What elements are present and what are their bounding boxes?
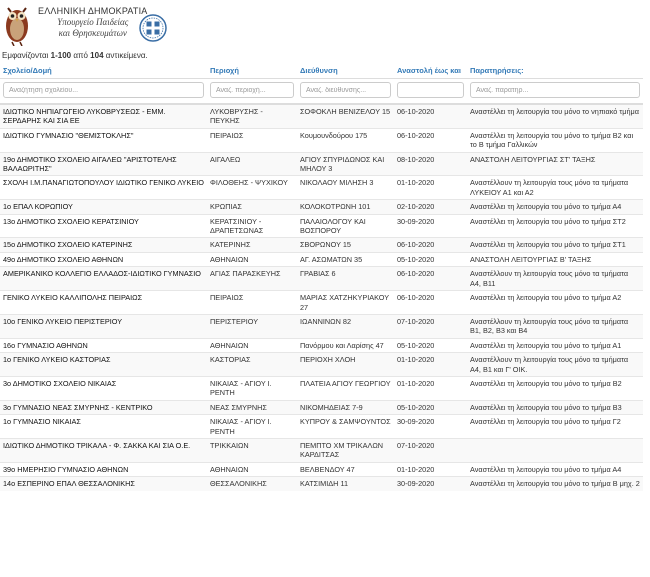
notes-cell: Αναστέλλει τη λειτουργία του μόνο το τμήμα Α1 [467, 338, 643, 352]
filter-cell [467, 79, 643, 105]
suspension-date-cell: 30-09-2020 [394, 214, 467, 238]
notes-cell: Αναστέλλει τη λειτουργία του μόνο το τμήμα Α4 [467, 462, 643, 476]
notes-cell: Αναστέλλει τη λειτουργία του μόνο το τμήμα ΣΤ1 [467, 238, 643, 252]
area-cell: ΘΕΣΣΑΛΟΝΙΚΗΣ [207, 477, 297, 491]
suspension-date-cell: 01-10-2020 [394, 462, 467, 476]
table-row [0, 176, 643, 200]
table-row [0, 338, 643, 352]
area-cell: ΦΙΛΟΘΕΗΣ - ΨΥΧΙΚΟΥ [207, 176, 297, 200]
notes-cell: Αναστέλλει τη λειτουργία του μόνο το τμήμα Α4 [467, 200, 643, 214]
owl-logo-icon [2, 2, 32, 46]
summary-middle: από [71, 51, 91, 60]
table-row [0, 214, 643, 238]
table-row [0, 314, 643, 338]
address-cell: ΒΕΛΒΕΝΔΟΥ 47 [297, 462, 394, 476]
table-row [0, 376, 643, 400]
notes-search-input[interactable] [470, 82, 640, 98]
suspension-date-cell: 05-10-2020 [394, 338, 467, 352]
table-row [0, 252, 643, 266]
address-cell: ΑΓΙΟΥ ΣΠΥΡΙΔΩΝΟΣ ΚΑΙ ΜΗΛΟΥ 3 [297, 152, 394, 176]
area-cell: ΝΙΚΑΙΑΣ - ΑΓΙΟΥ Ι. ΡΕΝΤΗ [207, 415, 297, 439]
area-cell: ΠΕΙΡΑΙΩΣ [207, 291, 297, 315]
column-header-school[interactable]: Σχολείο/Δομή [0, 62, 207, 79]
summary-range: 1-100 [50, 51, 72, 60]
table-row [0, 353, 643, 377]
area-cell: ΑΘΗΝΑΙΩΝ [207, 338, 297, 352]
school-cell: 15ο ΔΗΜΟΤΙΚΟ ΣΧΟΛΕΙΟ ΚΑΤΕΡΙΝΗΣ [0, 238, 207, 252]
school-cell: ΙΔΙΩΤΙΚΟ ΓΥΜΝΑΣΙΟ "ΘΕΜΙΣΤΟΚΛΗΣ" [0, 128, 207, 152]
table-row [0, 291, 643, 315]
notes-cell: Αναστέλλουν τη λειτουργία τους μόνο τα τμήματα ΛΥΚΕΙΟΥ Α1 και Α2 [467, 176, 643, 200]
notes-cell: Αναστέλλει τη λειτουργία του μόνο το τμήμα ΣΤ2 [467, 214, 643, 238]
school-cell: 1ο ΕΠΑΛ ΚΟΡΩΠΙΟΥ [0, 200, 207, 214]
org-line-2: Υπουργείο Παιδείας [57, 17, 129, 27]
table-body [0, 104, 643, 491]
area-cell: ΠΕΙΡΑΙΩΣ [207, 128, 297, 152]
notes-cell: Αναστέλλουν τη λειτουργία τους μόνο τα τμήματα Β1, Β2, Β3 και Β4 [467, 314, 643, 338]
school-cell: ΣΧΟΛΗ Ι.Μ.ΠΑΝΑΓΙΩΤΟΠΟΥΛΟΥ ΙΔΙΩΤΙΚΟ ΓΕΝΙΚΟ ΛΥΚΕΙΟ [0, 176, 207, 200]
address-cell: ΓΡΑΒΙΑΣ 6 [297, 267, 394, 291]
suspension-date-cell: 30-09-2020 [394, 477, 467, 491]
filter-cell [394, 79, 467, 105]
table-row [0, 200, 643, 214]
table-row [0, 438, 643, 462]
area-cell: ΤΡΙΚΚΑΙΩΝ [207, 438, 297, 462]
greek-emblem-icon [139, 14, 167, 42]
notes-cell: ΑΝΑΣΤΟΛΗ ΛΕΙΤΟΥΡΓΙΑΣ Β' ΤΑΞΗΣ [467, 252, 643, 266]
address-cell: ΠΛΑΤΕΙΑ ΑΓΙΟΥ ΓΕΩΡΓΙΟΥ [297, 376, 394, 400]
address-cell: ΠΕΜΠΤΟ ΧΜ ΤΡΙΚΑΛΩΝ ΚΑΡΔΙΤΣΑΣ [297, 438, 394, 462]
suspension-date-cell: 08-10-2020 [394, 152, 467, 176]
date-search-input[interactable] [397, 82, 464, 98]
school-cell: 1ο ΓΕΝΙΚΟ ΛΥΚΕΙΟ ΚΑΣΤΟΡΙΑΣ [0, 353, 207, 377]
suspension-date-cell: 06-10-2020 [394, 128, 467, 152]
suspension-date-cell: 07-10-2020 [394, 314, 467, 338]
address-cell: ΠΑΛΑΙΟΛΟΓΟΥ ΚΑΙ ΒΟΣΠΟΡΟΥ [297, 214, 394, 238]
notes-cell: Αναστέλλει τη λειτουργία του μόνο το τμήμα Α2 [467, 291, 643, 315]
column-header-address[interactable]: Διεύθυνση [297, 62, 394, 79]
school-cell: 39ο ΗΜΕΡΗΣΙΟ ΓΥΜΝΑΣΙΟ ΑΘΗΝΩΝ [0, 462, 207, 476]
area-cell: ΑΘΗΝΑΙΩΝ [207, 462, 297, 476]
suspension-date-cell: 01-10-2020 [394, 353, 467, 377]
table-row [0, 238, 643, 252]
table-row [0, 128, 643, 152]
table-header-row [0, 62, 643, 79]
area-cell: ΠΕΡΙΣΤΕΡΙΟΥ [207, 314, 297, 338]
notes-cell: Αναστέλλει τη λειτουργία του μόνο το τμήμα Β μηχ. 2 [467, 477, 643, 491]
table-row [0, 104, 643, 128]
notes-cell: Αναστέλλει τη λειτουργία του μόνο το τμήμα Β3 [467, 400, 643, 414]
notes-cell [467, 438, 643, 462]
address-cell: ΚΟΛΟΚΟΤΡΩΝΗ 101 [297, 200, 394, 214]
school-cell: ΑΜΕΡΙΚΑΝΙΚΟ ΚΟΛΛΕΓΙΟ ΕΛΛΑΔΟΣ-ΙΔΙΩΤΙΚΟ ΓΥΜΝΑΣΙΟ [0, 267, 207, 291]
area-cell: ΑΘΗΝΑΙΩΝ [207, 252, 297, 266]
org-line-3: και Θρησκευμάτων [58, 28, 127, 38]
suspension-date-cell: 06-10-2020 [394, 291, 467, 315]
summary-total: 104 [90, 51, 104, 60]
suspension-date-cell: 06-10-2020 [394, 238, 467, 252]
address-cell: ΜΑΡΙΑΣ ΧΑΤΖΗΚΥΡΙΑΚΟΥ 27 [297, 291, 394, 315]
table-row [0, 462, 643, 476]
address-cell: ΣΟΦΟΚΛΗ ΒΕΝΙΖΕΛΟΥ 15 [297, 104, 394, 128]
summary-suffix: αντικείμενα. [103, 51, 148, 60]
school-cell: ΙΔΙΩΤΙΚΟ ΔΗΜΟΤΙΚΟ ΤΡΙΚΑΛΑ - Φ. ΣΑΚΚΑ ΚΑΙ ΣΙΑ Ο.Ε. [0, 438, 207, 462]
suspension-date-cell: 05-10-2020 [394, 400, 467, 414]
suspension-date-cell: 05-10-2020 [394, 252, 467, 266]
address-cell: ΠΕΡΙΟΧΗ ΧΛΟΗ [297, 353, 394, 377]
suspension-date-cell: 01-10-2020 [394, 176, 467, 200]
column-header-area[interactable]: Περιοχή [207, 62, 297, 79]
area-cell: ΛΥΚΟΒΡΥΣΗΣ - ΠΕΥΚΗΣ [207, 104, 297, 128]
summary-prefix: Εμφανίζονται [2, 51, 51, 60]
area-cell: ΝΙΚΑΙΑΣ - ΑΓΙΟΥ Ι. ΡΕΝΤΗ [207, 376, 297, 400]
school-cell: 1ο ΓΥΜΝΑΣΙΟ ΝΙΚΑΙΑΣ [0, 415, 207, 439]
school-search-input[interactable] [3, 82, 204, 98]
filter-cell [0, 79, 207, 105]
table-row [0, 400, 643, 414]
schools-table [0, 62, 643, 491]
suspension-date-cell: 06-10-2020 [394, 267, 467, 291]
page-header [0, 0, 650, 48]
org-line-1: ΕΛΛΗΝΙΚΗ ΔΗΜΟΚΡΑΤΙΑ [38, 6, 148, 16]
notes-cell: Αναστέλλουν τη λειτουργία τους μόνο τα τμήματα Α4, Β1 και Γ' ΟΙΚ. [467, 353, 643, 377]
address-cell: Κουμουνδούρου 175 [297, 128, 394, 152]
school-cell: 49ο ΔΗΜΟΤΙΚΟ ΣΧΟΛΕΙΟ ΑΘΗΝΩΝ [0, 252, 207, 266]
school-cell: 16ο ΓΥΜΝΑΣΙΟ ΑΘΗΝΩΝ [0, 338, 207, 352]
address-cell: ΚΑΤΣΙΜΙΔΗ 11 [297, 477, 394, 491]
table-row [0, 267, 643, 291]
area-cell: ΝΕΑΣ ΣΜΥΡΝΗΣ [207, 400, 297, 414]
address-cell: Πανόρμου και Λαρίσης 47 [297, 338, 394, 352]
area-cell: ΚΕΡΑΤΣΙΝΙΟΥ - ΔΡΑΠΕΤΣΩΝΑΣ [207, 214, 297, 238]
address-search-input[interactable] [300, 82, 391, 98]
notes-cell: Αναστέλλει τη λειτουργία του μόνο το τμήμα Γ2 [467, 415, 643, 439]
school-cell: 10ο ΓΕΝΙΚΟ ΛΥΚΕΙΟ ΠΕΡΙΣΤΕΡΙΟΥ [0, 314, 207, 338]
area-cell: ΚΡΩΠΙΑΣ [207, 200, 297, 214]
address-cell: ΙΩΑΝΝΙΝΩΝ 82 [297, 314, 394, 338]
area-cell: ΚΑΤΕΡΙΝΗΣ [207, 238, 297, 252]
area-search-input[interactable] [210, 82, 294, 98]
suspension-date-cell: 07-10-2020 [394, 438, 467, 462]
notes-cell: ΑΝΑΣΤΟΛΗ ΛΕΙΤΟΥΡΓΙΑΣ ΣΤ' ΤΑΞΗΣ [467, 152, 643, 176]
table-row [0, 152, 643, 176]
column-header-notes[interactable]: Παρατηρήσεις: [467, 62, 643, 79]
address-cell: ΑΓ. ΑΣΩΜΑΤΩΝ 35 [297, 252, 394, 266]
school-cell: 3ο ΓΥΜΝΑΣΙΟ ΝΕΑΣ ΣΜΥΡΝΗΣ - ΚΕΝΤΡΙΚΟ [0, 400, 207, 414]
table-row [0, 477, 643, 491]
notes-cell: Αναστέλλει τη λειτουργία του μόνο το τμήμα Β2 [467, 376, 643, 400]
column-header-suspension-date[interactable]: Αναστολή έως και [394, 62, 467, 79]
area-cell: ΚΑΣΤΟΡΙΑΣ [207, 353, 297, 377]
notes-cell: Αναστέλλει τη λειτουργία του μόνο το νηπιακό τμήμα [467, 104, 643, 128]
notes-cell: Αναστέλλει τη λειτουργία του μόνο το τμήμα Β2 και το Β τμήμα Γαλλικών [467, 128, 643, 152]
school-cell: 13ο ΔΗΜΟΤΙΚΟ ΣΧΟΛΕΙΟ ΚΕΡΑΤΣΙΝΙΟΥ [0, 214, 207, 238]
notes-cell: Αναστέλλουν τη λειτουργία τους μόνο τα τμήματα Α4, Β11 [467, 267, 643, 291]
address-cell: ΝΙΚΟΛΑΟΥ ΜΙΛΗΣΗ 3 [297, 176, 394, 200]
school-cell: ΓΕΝΙΚΟ ΛΥΚΕΙΟ ΚΑΛΛΙΠΟΛΗΣ ΠΕΙΡΑΙΩΣ [0, 291, 207, 315]
school-cell: 19ο ΔΗΜΟΤΙΚΟ ΣΧΟΛΕΙΟ ΑΙΓΑΛΕΩ "ΑΡΙΣΤΟΤΕΛΗΣ ΒΑΛΑΩΡΙΤΗΣ" [0, 152, 207, 176]
address-cell: ΝΙΚΟΜΗΔΕΙΑΣ 7-9 [297, 400, 394, 414]
suspension-date-cell: 01-10-2020 [394, 376, 467, 400]
address-cell: ΚΥΠΡΟΥ & ΣΑΜΨΟΥΝΤΟΣ [297, 415, 394, 439]
school-cell: ΙΔΙΩΤΙΚΟ ΝΗΠΙΑΓΩΓΕΙΟ ΛΥΚΟΒΡΥΣΕΩΣ - ΕΜΜ. ΣΕΡΔΑΡΗΣ ΚΑΙ ΣΙΑ ΕΕ [0, 104, 207, 128]
filter-cell [297, 79, 394, 105]
school-cell: 3ο ΔΗΜΟΤΙΚΟ ΣΧΟΛΕΙΟ ΝΙΚΑΙΑΣ [0, 376, 207, 400]
school-cell: 14ο ΕΣΠΕΡΙΝΟ ΕΠΑΛ ΘΕΣΣΑΛΟΝΙΚΗΣ [0, 477, 207, 491]
filter-cell [207, 79, 297, 105]
suspension-date-cell: 02-10-2020 [394, 200, 467, 214]
area-cell: ΑΓΙΑΣ ΠΑΡΑΣΚΕΥΗΣ [207, 267, 297, 291]
address-cell: ΣΒΟΡΩΝΟΥ 15 [297, 238, 394, 252]
table-row [0, 415, 643, 439]
suspension-date-cell: 06-10-2020 [394, 104, 467, 128]
results-summary [2, 51, 148, 60]
area-cell: ΑΙΓΑΛΕΩ [207, 152, 297, 176]
ministry-name [38, 6, 148, 39]
suspension-date-cell: 30-09-2020 [394, 415, 467, 439]
filter-row [0, 79, 643, 105]
